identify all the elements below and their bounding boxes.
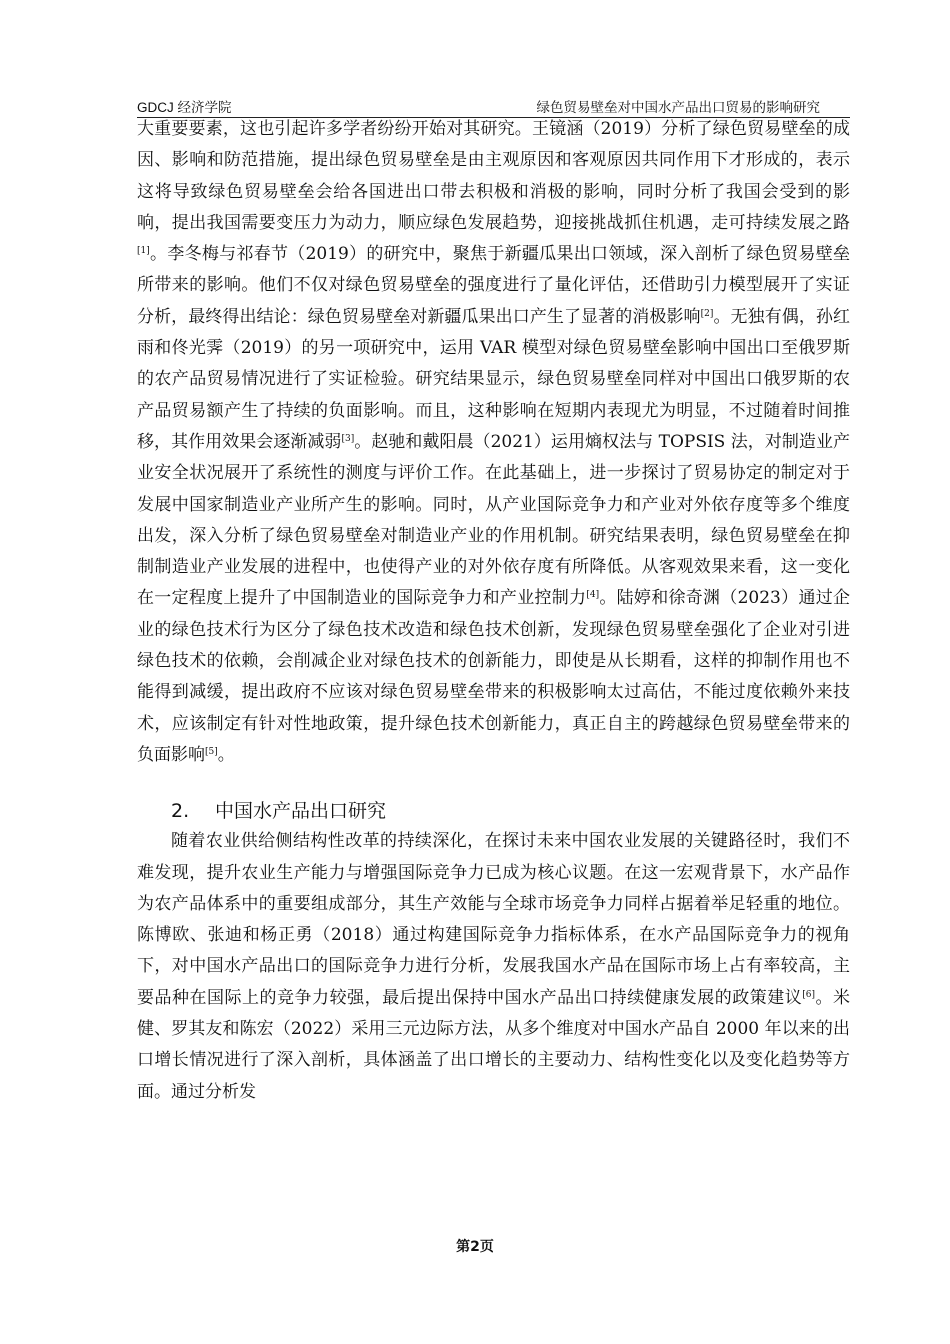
main-content (137, 114, 850, 1108)
paragraph-aquatic-exports (137, 826, 850, 1108)
text-run: 。无独有偶，孙红雨和佟光霁（2019）的另一项研究中，运用 VAR 模型对绿色贸易壁垒影响中国出口至俄罗斯的农产品贸易情况进行了实证检验。研究结果显示，绿色贸易壁垒同样对中国出口俄罗斯的农产品贸易额产生了持续的负面影响。而且，这种影响在短期内表现尤为明显，不过随着时间推移，其作用效果会逐渐减弱 (137, 306, 851, 452)
citation-ref-1: [1] (137, 246, 150, 257)
citation-ref-5: [5] (205, 746, 218, 757)
paragraph-literature-green-barriers (137, 114, 850, 771)
section-title: 中国水产品出口研究 (215, 800, 387, 823)
text-run: 。米健、罗其友和陈宏（2022）采用三元边际方法，从多个维度对中国水产品自 2000 年以来的出口增长情况进行了深入剖析，具体涵盖了出口增长的主要动力、结构性变化以及变化趋势等方面。通过分析发 (137, 987, 851, 1102)
text-run: 随着农业供给侧结构性改革的持续深化，在探讨未来中国农业发展的关键路径时，我们不难发现，提升农业生产能力与增强国际竞争力已成为核心议题。在这一宏观背景下，水产品作为农产品体系中的重要组成部分，其生产效能与全球市场竞争力同样占据着举足轻重的地位。陈博欧、张迪和杨正勇（2018）通过构建国际竞争力指标体系，在水产品国际竞争力的视角下，对中国水产品出口的国际竞争力进行分析，发展我国水产品在国际市场上占有率较高，主要品种在国际上的竞争力较强，最后提出保持中国水产品出口持续健康发展的政策建议 (137, 831, 850, 1008)
page-number: 第2页 (456, 1239, 494, 1255)
text-run: 。陆婷和徐奇渊（2023）通过企业的绿色技术行为区分了绿色技术改造和绿色技术创新，发现绿色贸易壁垒强化了企业对引进绿色技术的依赖，会削减企业对绿色技术的创新能力，即使是从长期看，这样的抑制作用也不能得到减缓，提出政府不应该对绿色贸易壁垒带来的积极影响太过高估，不能过度依赖外来技术，应该制定有针对性地政策，提升绿色技术创新能力，真正自主的跨越绿色贸易壁垒带来的负面影响 (137, 588, 851, 765)
citation-ref-6: [6] (802, 989, 815, 1000)
header-institution: GDCJ 经济学院 (137, 100, 232, 115)
citation-ref-4: [4] (586, 590, 600, 601)
text-run: 。赵驰和戴阳晨（2021）运用熵权法与 TOPSIS 法，对制造业产业安全状况展开了系统性的测度与评价工作。在此基础上，进一步探讨了贸易协定的制定对于发展中国家制造业产业所产生的影响。同时，从产业国际竞争力和产业对外依存度等多个维度出发，深入分析了绿色贸易壁垒对制造业产业的作用机制。研究结果表明，绿色贸易壁垒在抑制制造业产业发展的进程中，也使得产业的对外依存度有所降低。从客观效果来看，这一变化在一定程度上提升了中国制造业的国际竞争力和产业控制力 (137, 431, 851, 609)
section-number: 2. (171, 800, 190, 823)
text-run: 。李冬梅与祁春节（2019）的研究中，聚焦于新疆瓜果出口领域，深入剖析了绿色贸易壁垒所带来的影响。他们不仅对绿色贸易壁垒的强度进行了量化评估，还借助引力模型展开了实证分析，最终得出结论：绿色贸易壁垒对新疆瓜果出口产生了显著的消极影响 (137, 244, 850, 327)
text-run: 。 (217, 744, 235, 765)
citation-ref-3: [3] (341, 433, 355, 444)
section-heading (171, 796, 850, 826)
header-title: 绿色贸易壁垒对中国水产品出口贸易的影响研究 (536, 100, 820, 115)
citation-ref-2: [2] (700, 308, 714, 319)
text-run: 大重要要素，这也引起许多学者纷纷开始对其研究。王镜涵（2019）分析了绿色贸易壁垒的成因、影响和防范措施，提出绿色贸易壁垒是由主观原因和客观原因共同作用下才形成的，表示这将导致绿色贸易壁垒会给各国进出口带去积极和消极的影响，同时分析了我国会受到的影响，提出我国需要变压力为动力，顺应绿色发展趋势，迎接挑战抓住机遇，走可持续发展之路 (137, 119, 850, 233)
